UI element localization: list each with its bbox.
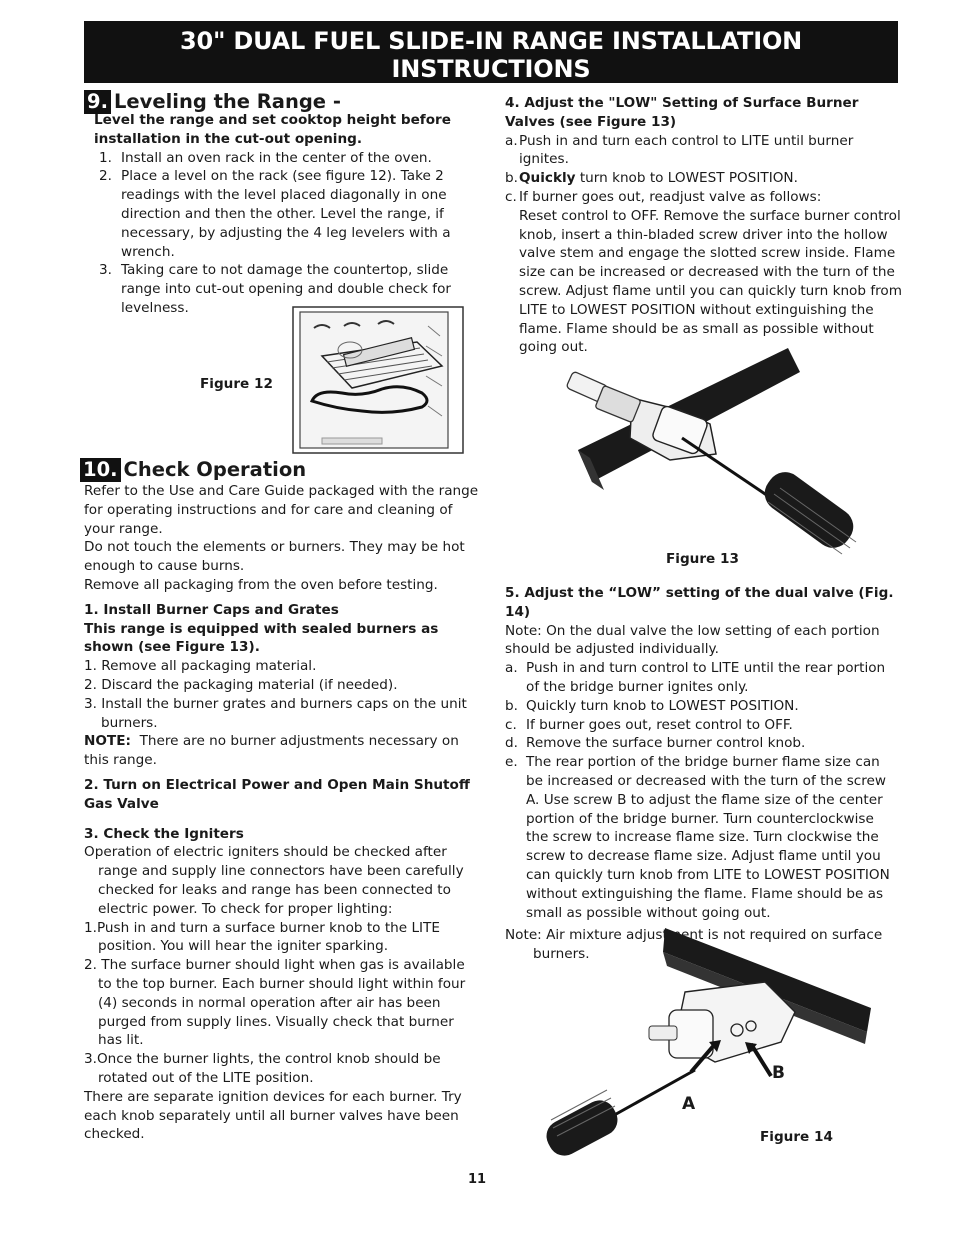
section-10-intro-2: Do not touch the elements or burners. They may be hot enough to cause burns. bbox=[84, 539, 465, 575]
left-column bbox=[83, 89, 484, 1143]
figure-13-valve-illustration bbox=[560, 342, 870, 567]
page-number: 11 bbox=[467, 1172, 487, 1187]
step-5-block bbox=[505, 584, 900, 964]
step-3-para-4: 3.Once the burner lights, the control knob should be rotated out of the LITE position. bbox=[84, 1051, 441, 1086]
list-item: d. Remove the surface burner control knob. bbox=[505, 735, 806, 752]
section-9-intro: Level the range and set cooktop height before installation in the cut-out opening. bbox=[94, 112, 451, 147]
list-item: 2. Place a level on the rack (see figure 12). Take 2 readings with the level placed diagonally in one direction and then the other. Level the range, if necessary, by adjusting the 4 leg levelers with a wrench. bbox=[99, 168, 451, 260]
step-1-heading: 1. Install Burner Caps and Grates bbox=[84, 601, 339, 618]
section-9-title: Leveling the Range - bbox=[113, 90, 341, 113]
list-item: c. If burner goes out, reset control to OFF. bbox=[505, 716, 793, 733]
step-3-para-2: 1.Push in and turn a surface burner knob to the LITE position. You will hear the igniter sparking. bbox=[84, 919, 440, 955]
step-3-para-1: Operation of electric igniters should be checked after range and supply line connectors have been carefully checked for leaks and range has been connected to electric power. To check for proper lighting: bbox=[84, 844, 464, 917]
step-1-item-2: 2. Discard the packaging material (if needed). bbox=[84, 676, 398, 693]
page-header-banner bbox=[84, 21, 898, 98]
step-5-air-note: Note: Air mixture adjustment is not required on surface burners. bbox=[505, 927, 883, 963]
step-3-para-3: 2. The surface burner should light when gas is available to the top burner. Each burner should light within four (4) seconds in normal operation after air has been purged from supply lines. Visually check that burner has lit. bbox=[84, 957, 466, 1049]
section-10-title: Check Operation bbox=[123, 458, 307, 481]
step-3-heading: 3. Check the Igniters bbox=[84, 825, 244, 842]
list-item: e. The rear portion of the bridge burner flame size can be increased or decreased with the turn of the screw A. Use screw B to adjust the flame size of the center portion of the bridge burner. Turn counterclockwise the screw to increase flame size. Turn clockwise the screw to decrease flame size. Adjust flame until you can quickly turn knob from LITE to LOWEST POSITION without extinguishing the flame. Flame should be as small as possible without going out. bbox=[505, 754, 890, 921]
figure-12-label: Figure 12 bbox=[200, 376, 273, 392]
section-9-number: 9. bbox=[84, 90, 111, 114]
step-4-c-detail: Reset control to OFF. Remove the surface burner control knob, insert a thin-bladed screw driver into the hollow valve stem and engage the slotted screw inside. Flame size can be increased or decreased with the turn of the screw. Adjust flame until you can quickly turn knob from LITE to LOWEST POSITION without extinguishing the flame. Flame should be as small as possible without going out. bbox=[519, 207, 902, 356]
list-item: 3. Taking care to not damage the countertop, slide range into cut-out opening and double check for levelness. bbox=[99, 262, 451, 316]
section-10-heading bbox=[80, 457, 306, 483]
step-1-item-3: 3. Install the burner grates and burners caps on the unit burners. bbox=[84, 695, 467, 731]
section-10-intro-1: Refer to the Use and Care Guide packaged with the range for operating instructions and for care and cleaning of your range. bbox=[84, 483, 479, 537]
step-5-heading: 5. Adjust the “LOW” setting of the dual valve (Fig. 14) bbox=[505, 585, 894, 620]
section-10-number: 10. bbox=[80, 458, 121, 482]
step-4-b: b. Quickly turn knob to LOWEST POSITION. bbox=[505, 170, 798, 187]
step-5-note: Note: On the dual valve the low setting of each portion should be adjusted individually. bbox=[505, 622, 880, 658]
list-item: a. Push in and turn control to LITE until the rear portion of the bridge burner ignites only. bbox=[505, 660, 886, 695]
oven-rack-level-icon bbox=[292, 306, 464, 454]
callout-b: B bbox=[772, 1063, 785, 1083]
burner-valve-screwdriver-icon bbox=[560, 342, 870, 567]
page-title: 30" DUAL FUEL SLIDE-IN RANGE INSTALLATION INSTRUCTIONS bbox=[179, 27, 803, 83]
list-item: b. Quickly turn knob to LOWEST POSITION. bbox=[505, 697, 799, 714]
step-1-subheading: This range is equipped with sealed burners as shown (see Figure 13). bbox=[84, 620, 439, 656]
callout-a: A bbox=[682, 1094, 696, 1114]
figure-13-label: Figure 13 bbox=[666, 551, 739, 567]
step-5-list bbox=[505, 659, 900, 922]
figure-12-oven-illustration bbox=[292, 306, 464, 454]
step-1-note: NOTE: There are no burner adjustments necessary on this range. bbox=[84, 733, 459, 769]
section-10-body bbox=[84, 482, 479, 1144]
page-subtitle: (Models with an Electric Oven and a Gas Cooktop) bbox=[307, 83, 675, 98]
section-10-intro-3: Remove all packaging from the oven before testing. bbox=[84, 576, 438, 593]
section-9-steps bbox=[84, 149, 474, 318]
step-2-heading: 2. Turn on Electrical Power and Open Main Shutoff Gas Valve bbox=[84, 776, 470, 812]
step-4-a: a. Push in and turn each control to LITE until burner ignites. bbox=[505, 132, 854, 168]
step-4-heading: 4. Adjust the "LOW" Setting of Surface Burner Valves (see Figure 13) bbox=[505, 95, 859, 130]
step-4-c: c. If burner goes out, readjust valve as follows: bbox=[505, 188, 822, 205]
step-1-item-1: 1. Remove all packaging material. bbox=[84, 658, 317, 675]
right-column bbox=[505, 94, 905, 357]
step-3-closing: There are separate ignition devices for each burner. Try each knob separately until all burner valves have been checked. bbox=[84, 1088, 462, 1143]
figure-14-label: Figure 14 bbox=[760, 1129, 833, 1145]
list-item: 1. Install an oven rack in the center of the oven. bbox=[99, 149, 432, 166]
